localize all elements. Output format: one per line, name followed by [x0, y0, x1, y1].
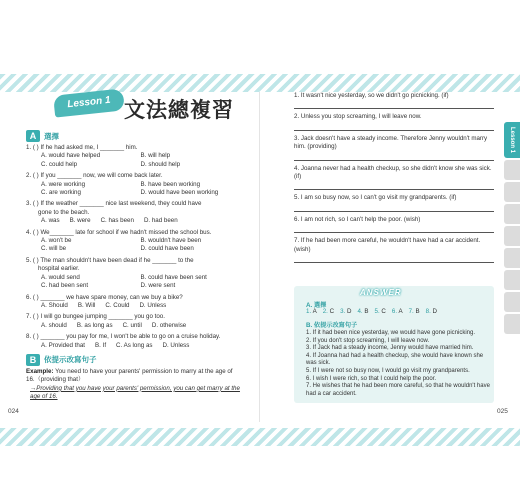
- option: D. Unless: [139, 301, 167, 309]
- question-stem: 5. ( ) The man shouldn't have been dead if he _______ to the: [26, 256, 194, 264]
- tab-inactive[interactable]: [504, 314, 520, 334]
- question-stem: 6. ( ) _______ we have spare money, can we buy a bike?: [26, 293, 183, 301]
- answer-box: [294, 286, 494, 403]
- tab-inactive[interactable]: [504, 160, 520, 180]
- mc-answer: [323, 308, 334, 315]
- example-answer: →Providing that you have your parents' permission, you can get marry at the age of 16.: [30, 384, 240, 401]
- question-stem: 7. ( ) I will go bungee jumping _______ you go too.: [26, 313, 165, 321]
- option: B. as long as: [76, 321, 113, 329]
- option: C. As long as: [116, 341, 153, 349]
- rewrite-answer: 6. I wish I were rich, so that I could help the poor.: [306, 375, 437, 382]
- option: D. otherwise: [151, 321, 187, 329]
- top-stripe-band: [0, 74, 520, 92]
- mc-answer-number: 3.: [340, 308, 346, 315]
- mc-answer-letter: C: [329, 308, 335, 315]
- option: D. had been: [143, 217, 178, 225]
- question-item: [26, 144, 240, 169]
- mc-answer-letter: B: [364, 308, 369, 315]
- option: B. were: [69, 217, 91, 225]
- option-group: [26, 181, 240, 198]
- mc-answer: [392, 308, 403, 315]
- rewrite-question: 6. I am not rich, so I can't help the poor. (wish): [294, 215, 421, 223]
- mc-answer: [375, 308, 386, 315]
- option-group: [26, 342, 240, 350]
- tab-inactive[interactable]: [504, 204, 520, 224]
- rewrite-answers: [306, 330, 490, 398]
- question-stem: 3. ( ) If the weather _______ nice last weekend, they could have: [26, 200, 202, 208]
- question-stem: 4. ( ) We_______ late for school if we hadn't missed the school bus.: [26, 228, 212, 236]
- tab-inactive[interactable]: [504, 270, 520, 290]
- mc-answer-letter: A: [312, 308, 317, 315]
- example-text: You need to have your parents' permission to marry at the age of 16.（providing that）: [26, 367, 233, 384]
- mc-answer: [306, 308, 317, 315]
- lesson-tabs: [504, 122, 520, 336]
- lesson-header: [26, 92, 240, 126]
- question-stem: 2. ( ) If you _______ now, we will come back later.: [26, 172, 163, 180]
- rewrite-answer: 5. If I were not so busy now, I would go visit my grandparents.: [306, 367, 470, 374]
- mc-answer-number: 6.: [391, 308, 398, 315]
- mc-answer: [340, 308, 351, 315]
- answer-line[interactable]: [294, 152, 494, 161]
- mc-answer-number: 7.: [408, 308, 414, 315]
- option-group: [26, 237, 240, 254]
- option: C. could help: [41, 160, 78, 168]
- answer-title: ANSWER: [360, 288, 402, 297]
- rewrite-question: 7. If he had been more careful, he wouldn't have had a car accident. (wish): [294, 237, 481, 253]
- option: D. should help: [140, 160, 181, 168]
- option: D. would have been working: [140, 189, 219, 197]
- rewrite-answer: 2. If you don't stop screaming, I will leave now.: [306, 337, 430, 344]
- mc-answer: [426, 308, 437, 315]
- option: A. would send: [41, 273, 80, 281]
- question-list: [26, 144, 240, 350]
- option-group: [26, 274, 240, 291]
- tab-inactive[interactable]: [504, 292, 520, 312]
- answer-section-b-label: B. 依提示改寫句子: [306, 322, 358, 329]
- question-item: [26, 294, 240, 311]
- question-item: [26, 172, 240, 197]
- mc-answer-letter: A: [398, 308, 403, 315]
- rewrite-question: 5. I am so busy now, so I can't go visit my grandparents. (if): [294, 194, 457, 202]
- option: C. are working: [41, 189, 81, 197]
- rewrite-question: 2. Unless you stop screaming, I will leave now.: [294, 113, 422, 121]
- page-title: 文法總複習: [124, 97, 234, 122]
- option: C. will be: [41, 245, 67, 253]
- rewrite-answer: 3. If Jack had a steady income, Jenny would have married him.: [306, 345, 474, 352]
- rewrite-answer: 7. He wishes that he had been more careful, so that he wouldn't have had a car accident.: [306, 383, 490, 397]
- option-group: [26, 302, 240, 310]
- question-stem-continued: gone to the beach.: [38, 208, 90, 216]
- bottom-stripe-band: [0, 428, 520, 446]
- question-item: [26, 229, 240, 254]
- section-b-header: [26, 354, 240, 366]
- option: D. could have been: [140, 245, 194, 253]
- example-label: Example:: [26, 367, 54, 375]
- section-b-label: 依提示改寫句子: [44, 355, 97, 365]
- mc-answer-number: 8.: [425, 308, 431, 315]
- mc-answer-number: 1.: [306, 308, 312, 315]
- mc-answer-number: 4.: [357, 308, 363, 315]
- mc-answer-number: 2.: [322, 308, 328, 315]
- section-a-icon: A: [26, 130, 40, 142]
- section-a-header: [26, 130, 240, 142]
- tab-inactive[interactable]: [504, 248, 520, 268]
- option: B. have been working: [140, 180, 201, 188]
- rewrite-question: 3. Jack doesn't have a steady income. Therefore Jenny wouldn't marry him. (providing): [294, 134, 488, 151]
- option-group: [26, 322, 240, 330]
- answer-line[interactable]: [294, 100, 494, 109]
- question-item: [26, 200, 240, 225]
- mc-answer-letter: C: [381, 308, 386, 315]
- option: C. has been: [100, 217, 134, 225]
- page-number-right: 025: [497, 408, 508, 415]
- tab-inactive[interactable]: [504, 226, 520, 246]
- option: B. could have been sent: [140, 273, 207, 281]
- tab-lesson-1[interactable]: Lesson 1: [504, 122, 520, 158]
- option: B. wouldn't have been: [140, 237, 202, 245]
- answer-line[interactable]: [294, 122, 494, 131]
- question-item: [26, 313, 240, 330]
- answer-line[interactable]: [294, 181, 494, 190]
- right-page: [294, 92, 494, 422]
- option: A. Should: [41, 301, 68, 309]
- rewrite-answer: 1. If it had been nice yesterday, we would have gone picnicking.: [306, 330, 475, 336]
- question-stem: 8. ( ) _______ you pay for me, I won't be able to go on a cruise holiday.: [26, 333, 221, 341]
- rewrite-question: 4. Joanna never had a health checkup, so she didn't know she was sick. (if): [294, 164, 492, 181]
- mc-answers: [306, 308, 437, 315]
- option: D. were sent: [140, 282, 176, 290]
- option: C. until: [122, 321, 142, 329]
- answer-line[interactable]: [294, 203, 494, 212]
- answer-section-a-label: A. 選擇: [306, 302, 327, 309]
- option: D. Unless: [162, 341, 190, 349]
- section-b-icon: B: [26, 354, 40, 366]
- answer-line[interactable]: [294, 224, 494, 233]
- lesson-badge: Lesson 1: [53, 88, 125, 117]
- question-stem: 1. ( ) If he had asked me, I _______ him.: [26, 144, 138, 151]
- example: [26, 368, 240, 385]
- mc-answer-letter: B: [415, 308, 420, 315]
- question-item: [26, 333, 240, 350]
- rewrite-question-list: [294, 92, 494, 263]
- option: A. was: [41, 217, 60, 225]
- option: B. Will: [77, 301, 96, 309]
- question-item: [26, 257, 240, 291]
- section-a-label: 選擇: [44, 131, 59, 141]
- option: C. Could: [105, 301, 130, 309]
- page-number-left: 024: [8, 408, 19, 415]
- option-group: [26, 217, 240, 225]
- mc-answer: [409, 308, 420, 315]
- option: A. won't be: [41, 237, 72, 245]
- option-group: [26, 152, 240, 169]
- option: A. would have helped: [41, 152, 101, 160]
- option: A. should: [41, 321, 67, 329]
- rewrite-question: 1. It wasn't nice yesterday, so we didn't go picnicking. (if): [294, 92, 449, 99]
- mc-answer: [357, 308, 368, 315]
- option: A. were working: [41, 180, 86, 188]
- left-page: [26, 92, 240, 422]
- mc-answer-number: 5.: [374, 308, 380, 315]
- tab-inactive[interactable]: [504, 182, 520, 202]
- answer-line[interactable]: [294, 254, 494, 263]
- mc-answer-letter: D: [346, 308, 352, 315]
- option: A. Provided that: [41, 341, 86, 349]
- mc-answer-letter: D: [432, 308, 437, 315]
- option: B. If: [95, 341, 107, 349]
- option: C. had been sent: [41, 282, 89, 290]
- question-stem-continued: hospital earlier.: [38, 265, 80, 273]
- rewrite-answer: 4. If Joanna had had a health checkup, she would have known she was sick.: [306, 352, 484, 367]
- book-spine: [259, 92, 260, 422]
- option: B. will help: [140, 152, 171, 160]
